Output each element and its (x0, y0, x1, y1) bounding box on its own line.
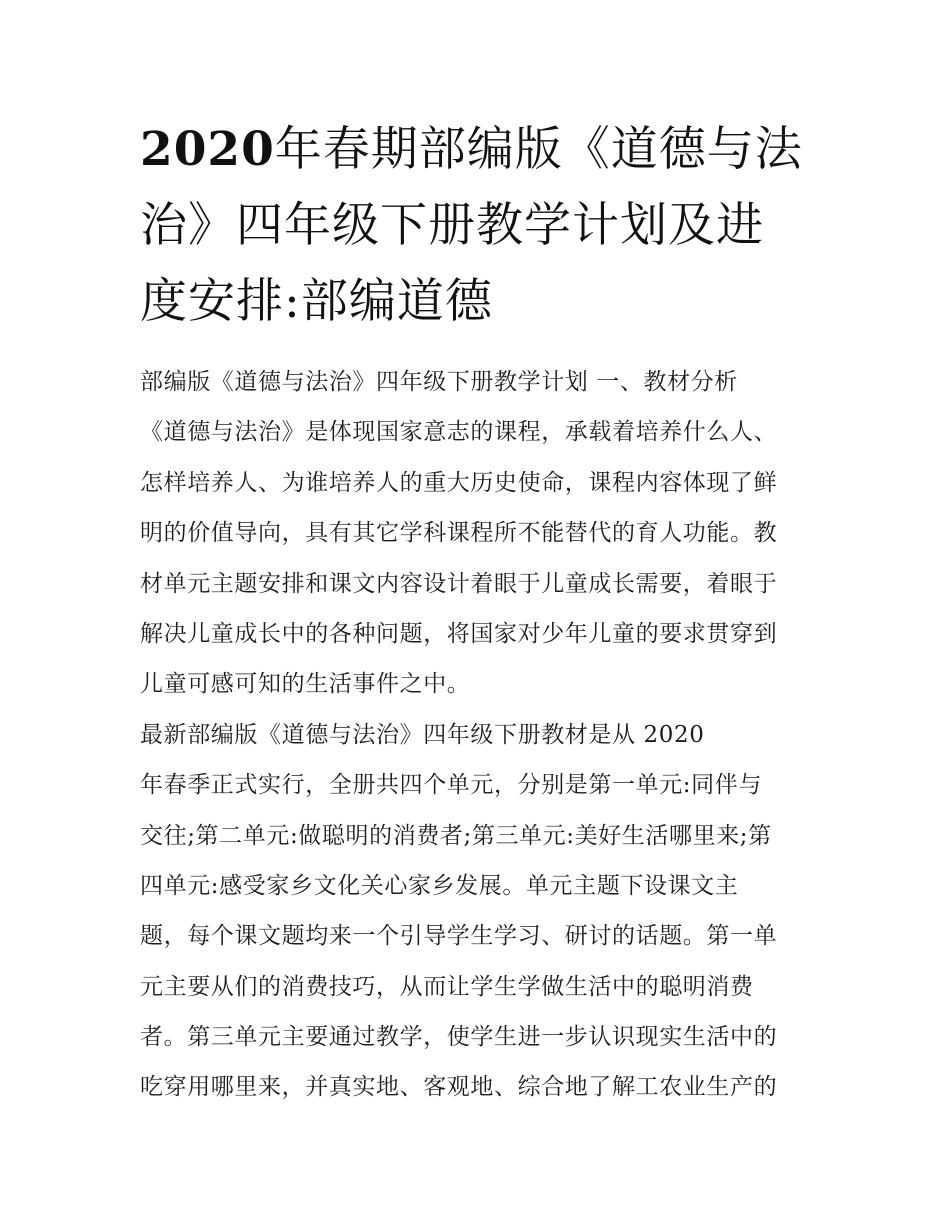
body-line: 儿童可感可知的生活事件之中。 (140, 671, 471, 698)
body-line: 四单元:感受家乡文化关心家乡发展。单元主题下设课文主 (140, 872, 739, 899)
document-title (140, 112, 820, 340)
body-line: 年春季正式实行，全册共四个单元，分别是第一单元:同伴与 (140, 772, 762, 799)
body-line: 《道德与法治》是体现国家意志的课程，承载着培养什么人、 (140, 419, 778, 446)
body-line: 者。第三单元主要通过教学，使学生进一步认识现实生活中的 (140, 1024, 778, 1051)
title-line-1 (140, 112, 820, 188)
title-line-2: 治》四年级下册教学计划及进 (140, 198, 764, 253)
title-year: 2020 (140, 122, 275, 177)
body-line: 解决儿童成长中的各种问题，将国家对少年儿童的要求贯穿到 (140, 620, 778, 647)
body-line: 最新部编版《道德与法治》四年级下册教材是从 2020 (140, 721, 705, 748)
body-line: 部编版《道德与法治》四年级下册教学计划 一、教材分析 (140, 369, 738, 395)
body-line: 明的价值导向，具有其它学科课程所不能替代的育人功能。教 (140, 520, 778, 547)
document-body (140, 357, 820, 1113)
body-line: 交往;第二单元:做聪明的消费者;第三单元:美好生活哪里来;第 (140, 822, 772, 849)
body-line: 材单元主题安排和课文内容设计着眼于儿童成长需要，着眼于 (140, 570, 778, 597)
body-line: 题，每个课文题均来一个引导学生学习、研讨的话题。第一单 (140, 923, 778, 950)
title-line-1-text: 年春期部编版《道德与法 (274, 122, 803, 177)
title-line-3: 度安排:部编道德 (140, 274, 493, 329)
body-line: 元主要从们的消费技巧，从而让学生学做生活中的聪明消费 (140, 973, 754, 1000)
body-line: 怎样培养人、为谁培养人的重大历史使命，课程内容体现了鲜 (140, 469, 778, 496)
body-line: 吃穿用哪里来，并真实地、客观地、综合地了解工农业生产的 (140, 1074, 778, 1101)
